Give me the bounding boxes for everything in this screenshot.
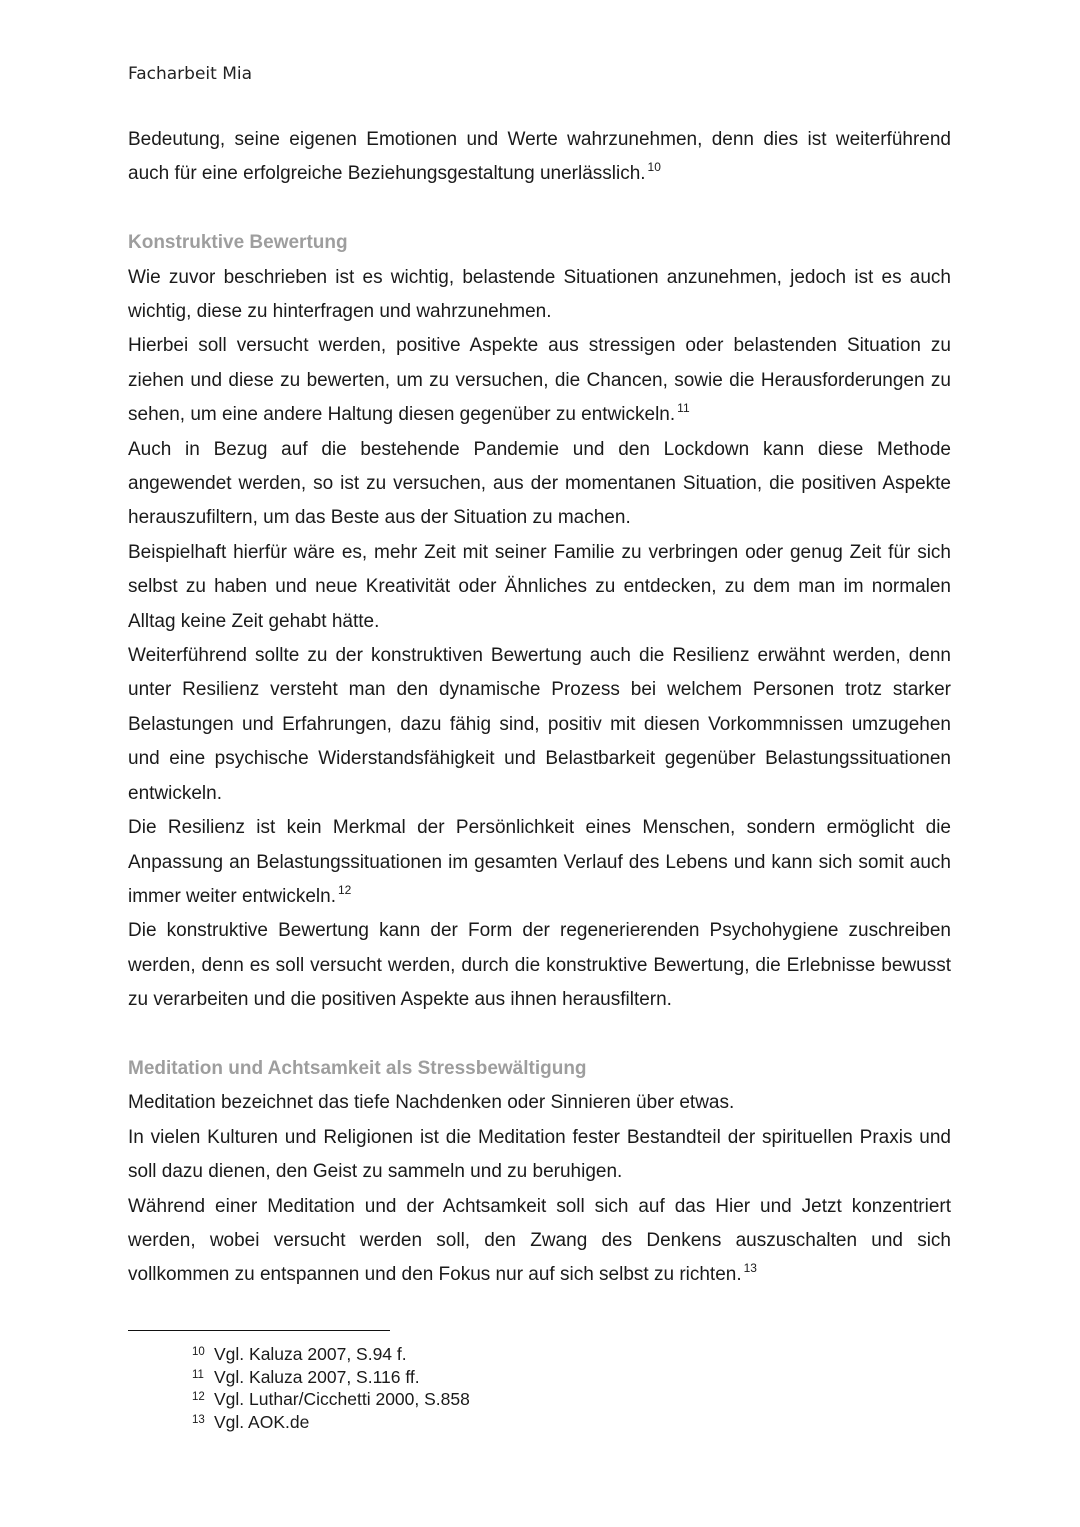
section1-paragraph-6-text: Die Resilienz ist kein Merkmal der Persönlichkeit eines Menschen, sondern ermöglicht die Anpassung an Belastungssituationen im gesamten Verlauf des Lebens und kann sich somit auch immer weiter entwickeln. (128, 817, 951, 907)
footnote-text: Vgl. Kaluza 2007, S.116 ff. (214, 1366, 420, 1387)
section1-paragraph-5: Weiterführend sollte zu der konstruktiven Bewertung auch die Resilienz erwähnt werden, denn unter Resilienz versteht man den dynamische Prozess bei welchem Personen trotz starker Belastungen und Erfahrungen, dazu fähig sind, positiv mit diesen Vorkommnissen umzugehen und eine psychische Widerstandsfähigkeit und Belastbarkeit gegenüber Belastungssituationen entwickeln. (128, 645, 951, 804)
spacer (128, 1018, 951, 1052)
section1-paragraph-2-text: Hierbei soll versucht werden, positive Aspekte aus stressigen oder belastenden Situation zu ziehen und diese zu bewerten, um zu versuchen, die Chancen, sowie die Herausforderungen zu sehen, um eine andere Haltung diesen gegenüber zu entwickeln. (128, 335, 951, 426)
footnote-number: 12 (192, 1391, 205, 1404)
intro-text: Bedeutung, seine eigenen Emotionen und Werte wahrzunehmen, denn dies ist weiterführend auch für eine erfolgreiche Beziehungsgestaltung unerlässlich. (128, 129, 951, 185)
section1-paragraph-2 (128, 329, 951, 432)
footnote-separator (128, 1330, 390, 1331)
footnote-text: Vgl. Kaluza 2007, S.94 f. (214, 1344, 407, 1364)
spacer (128, 192, 951, 226)
footnote-ref-12[interactable]: 12 (338, 882, 352, 897)
section1-paragraph-7: Die konstruktive Bewertung kann der Form der regenerierenden Psychohygiene zuschreiben werden, denn es soll versucht werden, durch die konstruktive Bewertung, die Erlebnisse bewusst zu verarbeiten und die positiven Aspekte aus ihnen herausfiltern. (128, 920, 951, 1011)
footnote-text: Vgl. Luthar/Cicchetti 2000, S.858 (214, 1389, 470, 1410)
section1-paragraph-4: Beispielhaft hierfür wäre es, mehr Zeit mit seiner Familie zu verbringen oder genug Zeit für sich selbst zu haben und neue Kreativität oder Ähnliches zu entdecken, zu dem man im normalen Alltag keine Zeit gehabt hätte. (128, 541, 951, 632)
footnotes (192, 1342, 470, 1433)
footnote-item (192, 1387, 470, 1410)
footnote-ref-13[interactable]: 13 (743, 1261, 757, 1276)
footnote-item (192, 1342, 470, 1365)
section-heading-meditation: Meditation und Achtsamkeit als Stressbewältigung (128, 1057, 587, 1079)
section2-paragraph-2: In vielen Kulturen und Religionen ist die Meditation fester Bestandteil der spirituellen Praxis und soll dazu dienen, den Geist zu sammeln und zu beruhigen. (128, 1126, 951, 1183)
page-header: Facharbeit Mia (128, 64, 253, 84)
footnote-ref-10[interactable]: 10 (647, 160, 661, 175)
footnote-item (192, 1410, 470, 1433)
section-heading-konstruktive-bewertung: Konstruktive Bewertung (128, 232, 348, 254)
section2-paragraph-3 (128, 1190, 951, 1293)
footnote-text: Vgl. AOK.de (214, 1412, 310, 1433)
section1-paragraph-1: Wie zuvor beschrieben ist es wichtig, belastende Situationen anzunehmen, jedoch ist es auch wichtig, diese zu hinterfragen und wahrzunehmen. (128, 266, 951, 323)
intro-paragraph (128, 123, 951, 192)
section2-paragraph-3-text: Während einer Meditation und der Achtsamkeit soll sich auf das Hier und Jetzt konzentriert werden, wobei versucht werden soll, den Zwang des Denkens auszuschalten und sich vollkommen zu entspannen und den Fokus nur auf sich selbst zu richten. (128, 1195, 951, 1286)
document-body (128, 123, 951, 1293)
footnote-number: 11 (192, 1368, 204, 1381)
section1-paragraph-3: Auch in Bezug auf die bestehende Pandemie und den Lockdown kann diese Methode angewendet werden, so ist zu versuchen, aus der momentanen Situation, die positiven Aspekte herauszufiltern, um das Beste aus der Situation zu machen. (128, 438, 951, 529)
footnote-number: 13 (192, 1414, 205, 1427)
footnote-number: 10 (192, 1346, 205, 1358)
footnote-item (192, 1365, 470, 1388)
section1-paragraph-6 (128, 811, 951, 914)
section2-paragraph-1: Meditation bezeichnet das tiefe Nachdenken oder Sinnieren über etwas. (128, 1092, 735, 1114)
footnote-ref-11[interactable]: 11 (677, 401, 690, 416)
